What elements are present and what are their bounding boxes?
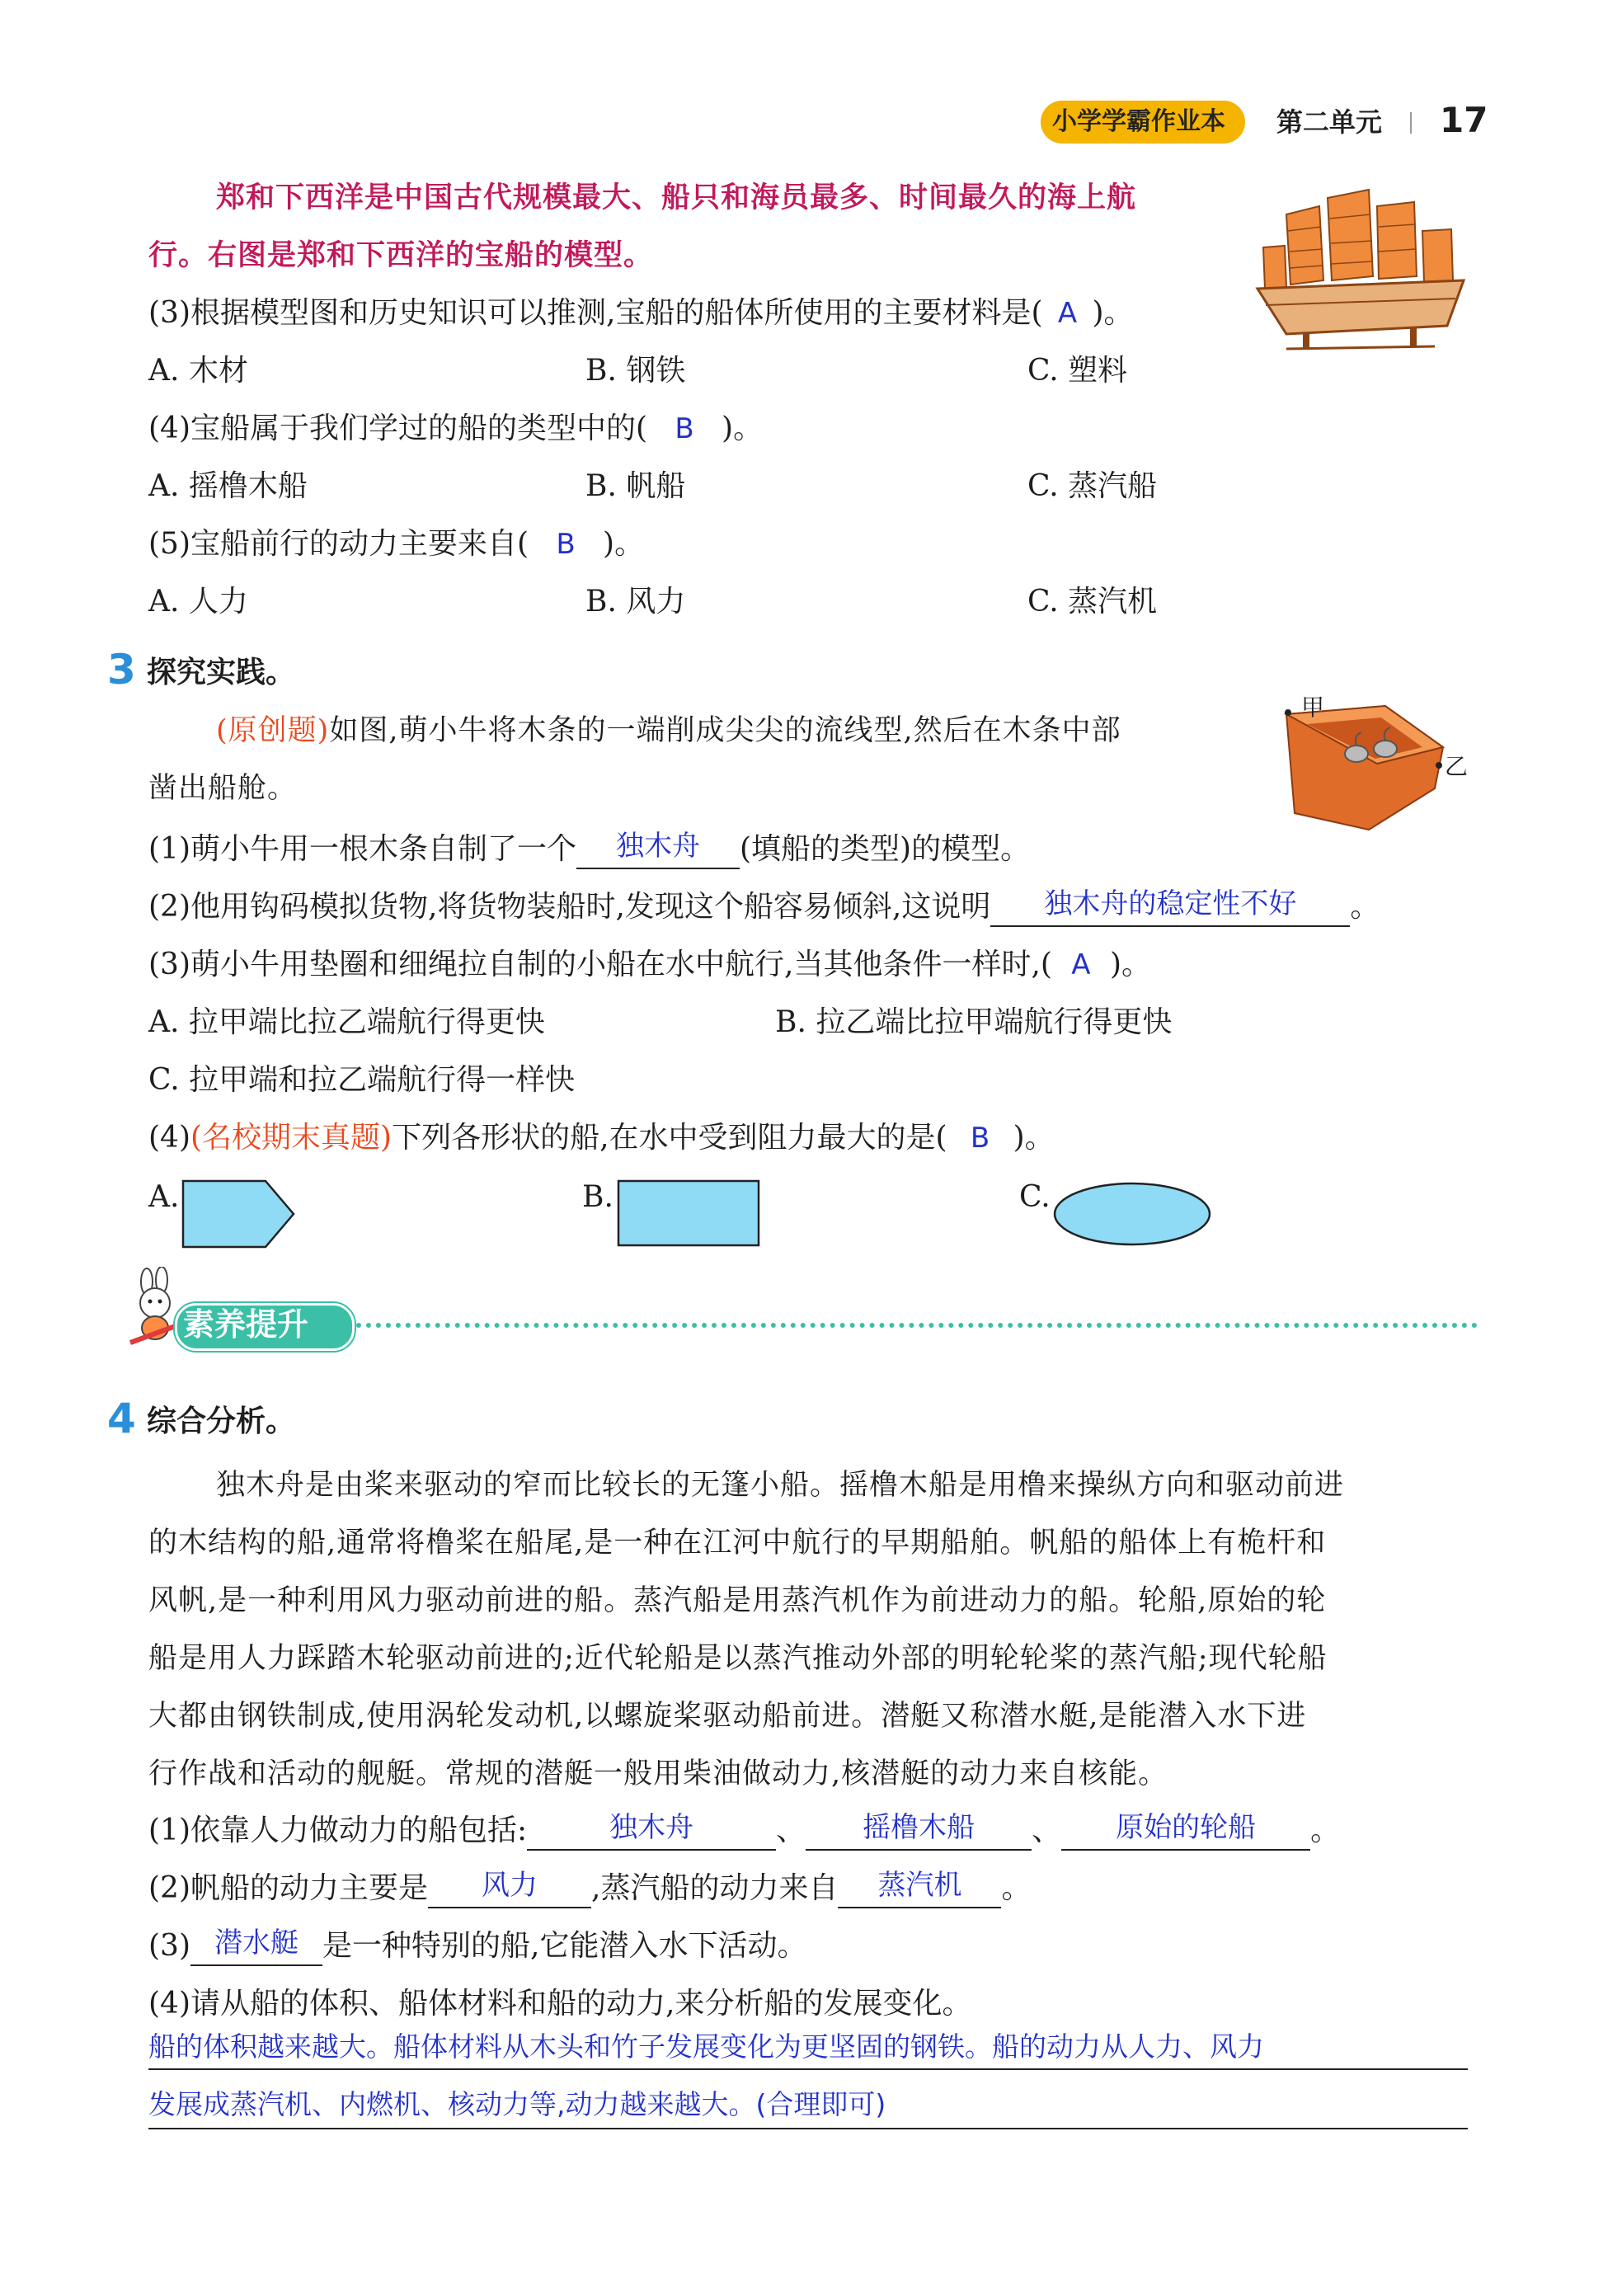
s4-q3-row	[148, 1927, 806, 1966]
para-line-3: 风帆,是一种利用风力驱动前进的船。蒸汽船是用蒸汽机作为前进动力的船。轮船,原始的轮	[148, 1584, 1327, 1617]
treasure-ship-illustration	[1253, 181, 1468, 355]
section3-intro-line2: 凿出船舱。	[148, 772, 298, 805]
q3-model-option-c: C. 塑料	[1027, 354, 1128, 388]
s4-q1-sep-2: 、	[1032, 1814, 1062, 1847]
s3-q3-row	[148, 945, 1151, 985]
q4-type-option-c: C. 蒸汽船	[1027, 469, 1158, 503]
intro-line-2: 行。右图是郑和下西洋的宝船的模型。	[148, 238, 654, 272]
s4-q2-pre: (2)帆船的动力主要是	[148, 1871, 428, 1905]
s3-q3-post: )。	[1109, 948, 1151, 981]
boat-label-jia: 甲	[1301, 694, 1325, 721]
q3-model-stem: (3)根据模型图和历史知识可以推测,宝船的船体所使用的主要材料是(	[148, 296, 1043, 330]
s4-q4-stem: (4)请从船的体积、船体材料和船的动力,来分析船的发展变化。	[148, 1987, 972, 2021]
para-line-2: 的木结构的船,通常将橹桨在船尾,是一种在江河中航行的早期船舶。帆船的船体上有桅杆和	[148, 1527, 1327, 1560]
s4-q2-blank-1	[428, 1870, 591, 1908]
q5-power-option-a: A. 人力	[148, 585, 248, 619]
ship-sail	[1263, 190, 1453, 289]
s3-q3-pre: (3)萌小牛用垫圈和细绳拉自制的小船在水中航行,当其他条件一样时,(	[148, 948, 1052, 981]
s4-q1-post: 。	[1310, 1814, 1341, 1847]
s4-q1-blank-1	[527, 1813, 776, 1851]
section3-number: 3	[107, 646, 136, 694]
s4-q2-post: 。	[1001, 1871, 1032, 1905]
section4-number: 4	[107, 1395, 136, 1442]
s4-q3-pre: (3)	[148, 1929, 190, 1963]
q3-model-end: )。	[1092, 296, 1134, 330]
s3-q4-option-a-label: A.	[148, 1180, 180, 1214]
section4-title: 综合分析。	[147, 1404, 296, 1438]
section3-intro-line1: 如图,萌小牛将木条的一端削成尖尖的流线型,然后在木条中部	[329, 714, 1121, 747]
s4-q2-blank-2	[838, 1870, 1001, 1908]
q4-type-option-a: A. 摇橹木船	[148, 469, 308, 503]
s3-q4-option-b-label: B.	[582, 1180, 613, 1214]
shape-rectangle-boat	[617, 1179, 760, 1247]
s4-q2-mid: ,蒸汽船的动力来自	[591, 1871, 839, 1905]
s3-q2-post: 。	[1350, 890, 1380, 924]
s4-q4-underline-1	[148, 2068, 1468, 2070]
s4-q1-answer-3: 原始的轮船	[1116, 1811, 1257, 1844]
s4-q4-underline-2	[148, 2128, 1468, 2129]
s3-q2-row	[148, 887, 1380, 927]
s3-q4-mid: 下列各形状的船,在水中受到阻力最大的是(	[392, 1121, 947, 1155]
q3-model-stem-row	[148, 294, 1134, 333]
s4-q1-answer-1: 独木舟	[609, 1811, 694, 1844]
s3-q1-answer: 独木舟	[616, 830, 700, 863]
s3-q1-row	[148, 830, 1030, 869]
s4-q1-blank-2	[806, 1813, 1032, 1851]
q5-power-option-b: B. 风力	[585, 585, 686, 619]
s4-q1-blank-3	[1061, 1813, 1310, 1851]
s3-q2-answer: 独木舟的稳定性不好	[1044, 887, 1297, 920]
s3-q1-post: (填船的类型)的模型。	[740, 832, 1031, 866]
s3-q1-pre: (1)萌小牛用一根木条自制了一个	[148, 832, 576, 866]
s4-q2-row	[148, 1869, 1031, 1908]
header-book-title: 小学学霸作业本	[1052, 107, 1225, 136]
s4-q1-row	[148, 1811, 1340, 1851]
s3-q2-blank	[990, 889, 1350, 927]
header-divider	[1410, 112, 1412, 134]
q3-model-option-b: B. 钢铁	[585, 354, 686, 388]
s3-q1-blank	[576, 831, 740, 869]
s3-q4-option-c-label: C.	[1019, 1180, 1051, 1214]
q3-model-option-a: A. 木材	[148, 354, 248, 388]
s4-q1-pre: (1)依靠人力做动力的船包括:	[148, 1814, 528, 1847]
intro-line-1: 郑和下西洋是中国古代规模最大、船只和海员最多、时间最久的海上航	[216, 181, 1137, 214]
q4-type-end: )。	[722, 412, 764, 445]
banner-label: 素养提升	[183, 1306, 309, 1343]
section4-paragraph	[148, 1456, 1472, 1803]
s4-q3-answer: 潜水艇	[214, 1927, 299, 1960]
para-line-6: 行作战和活动的舰艇。常规的潜艇一般用柴油做动力,核潜艇的动力来自核能。	[148, 1757, 1168, 1790]
s3-q2-pre: (2)他用钩码模拟货物,将货物装船时,发现这个船容易倾斜,这说明	[148, 890, 991, 924]
ship-hull	[1257, 280, 1464, 334]
s3-q4-answer: B	[970, 1122, 990, 1155]
dugout-boat-illustration	[1270, 689, 1468, 838]
section3-tag: (原创题)	[216, 714, 330, 747]
banner-dotted-line	[356, 1323, 1478, 1328]
para-line-5: 大都由钢铁制成,使用涡轮发动机,以螺旋桨驱动船前进。潜艇又称潜水艇,是能潜入水下进	[148, 1700, 1307, 1733]
s4-q1-sep-1: 、	[776, 1814, 806, 1847]
s4-q4-answer-line-1: 船的体积越来越大。船体材料从木头和竹子发展变化为更坚固的钢铁。船的动力从人力、风力	[148, 2030, 1264, 2063]
s3-q3-answer: A	[1071, 948, 1091, 981]
shape-pointed-boat	[181, 1179, 297, 1249]
s3-q4-row	[148, 1118, 1055, 1158]
s3-q3-option-c: C. 拉甲端和拉乙端航行得一样快	[148, 1063, 576, 1097]
q5-power-option-c: C. 蒸汽机	[1027, 585, 1158, 619]
para-line-4: 船是用人力踩踏木轮驱动前进的;近代轮船是以蒸汽推动外部的明轮轮桨的蒸汽船;现代轮船	[148, 1642, 1328, 1675]
s4-q2-answer-1: 风力	[482, 1869, 538, 1902]
q4-type-stem-row	[148, 409, 763, 449]
s4-q2-answer-2: 蒸汽机	[877, 1869, 962, 1902]
q5-power-stem: (5)宝船前行的动力主要来自(	[148, 527, 529, 561]
s4-q4-answer-line-2: 发展成蒸汽机、内燃机、核动力等,动力越来越大。(合理即可)	[148, 2088, 886, 2120]
s3-q4-tag: (名校期末真题)	[190, 1121, 393, 1155]
section3-title: 探究实践。	[147, 656, 296, 689]
boat-label-yi: 乙	[1445, 753, 1469, 780]
para-line-1: 独木舟是由桨来驱动的窄而比较长的无篷小船。摇橹木船是用橹来操纵方向和驱动前进	[216, 1469, 1345, 1502]
s3-q3-option-a: A. 拉甲端比拉乙端航行得更快	[148, 1005, 545, 1039]
q4-type-option-b: B. 帆船	[585, 469, 686, 503]
page-number: 17	[1440, 100, 1488, 140]
q4-type-answer: B	[675, 412, 694, 445]
shape-oval-boat	[1052, 1181, 1212, 1247]
s4-q3-blank	[190, 1928, 322, 1966]
s4-q3-post: 是一种特别的船,它能潜入水下活动。	[322, 1929, 807, 1963]
s3-q4-pre: (4)	[148, 1121, 190, 1155]
q5-power-stem-row	[148, 525, 644, 564]
s3-q4-post: )。	[1013, 1121, 1055, 1155]
q5-power-end: )。	[603, 527, 645, 561]
header-unit: 第二单元	[1276, 106, 1383, 138]
s4-q1-answer-2: 摇橹木船	[863, 1811, 975, 1844]
q5-power-answer: B	[556, 528, 576, 561]
section3-intro-row-1	[216, 711, 1121, 750]
s3-q3-option-b: B. 拉乙端比拉甲端航行得更快	[775, 1005, 1173, 1039]
q4-type-stem: (4)宝船属于我们学过的船的类型中的(	[148, 412, 648, 445]
q3-model-answer: A	[1057, 297, 1078, 330]
